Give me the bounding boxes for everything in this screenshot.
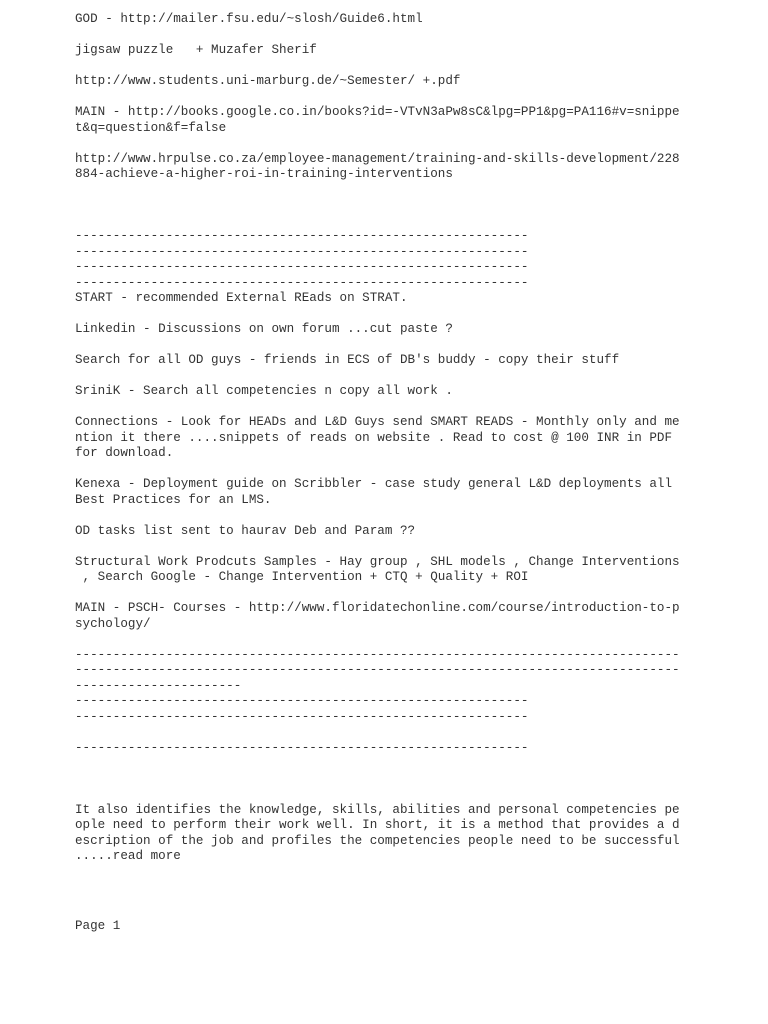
paragraph-gap xyxy=(75,725,695,741)
text-line: GOD - http://mailer.fsu.edu/~slosh/Guide6.html xyxy=(75,12,423,26)
text-line: ------------------------------------------------------------ xyxy=(75,740,529,755)
text-line: Kenexa - Deployment guide on Scribbler - case study general L&D deployments all xyxy=(75,477,673,491)
paragraph-gap xyxy=(75,90,695,106)
text-line: ntion it there ....snippets of reads on website . Read to cost @ 100 INR in PDF xyxy=(75,430,673,445)
text-line: ------------------------------------------------------------ xyxy=(75,260,529,274)
paragraph-gap xyxy=(75,307,695,323)
paragraph-gap xyxy=(75,183,695,199)
text-line: Connections - Look for HEADs and L&D Guys send SMART READS - Monthly only and me xyxy=(75,415,680,429)
text-line xyxy=(75,772,695,788)
text-line: -------------------------------------------------------------------------------- xyxy=(75,663,680,677)
text-paragraph xyxy=(75,555,695,586)
text-paragraph xyxy=(75,524,695,540)
text-line: ------------------------------------------------------------ xyxy=(75,709,529,724)
text-line xyxy=(75,198,695,214)
paragraph-gap xyxy=(75,338,695,354)
text-paragraph xyxy=(75,152,695,183)
paragraph-gap xyxy=(75,214,695,230)
page-number: Page 1 xyxy=(75,919,121,933)
text-paragraph xyxy=(75,772,695,788)
text-line: ople need to perform their work well. In short, it is a method that provides a d xyxy=(75,818,680,832)
text-paragraph xyxy=(75,384,695,400)
text-line: OD tasks list sent to haurav Deb and Param ?? xyxy=(75,523,416,538)
text-paragraph xyxy=(75,415,695,462)
text-line: , Search Google - Change Intervention + CTQ + Quality + ROI xyxy=(75,570,529,584)
paragraph-gap xyxy=(75,136,695,152)
paragraph-gap xyxy=(75,787,695,803)
text-paragraph xyxy=(75,229,695,307)
text-line: escription of the job and profiles the competencies people need to be successful xyxy=(75,833,680,848)
text-line: http://www.students.uni-marburg.de/~Semester/ +.pdf xyxy=(75,74,461,88)
paragraph-gap xyxy=(75,59,695,75)
text-line: Linkedin - Discussions on own forum ...cut paste ? xyxy=(75,322,453,336)
text-line: MAIN - http://books.google.co.in/books?id=-VTvN3aPw8sC&lpg=PP1&pg=PA116#v=snippe xyxy=(75,105,680,119)
text-line: Structural Work Prodcuts Samples - Hay group , SHL models , Change Interventions xyxy=(75,554,680,569)
paragraph-gap xyxy=(75,539,695,555)
paragraph-gap xyxy=(75,28,695,44)
text-paragraph xyxy=(75,353,695,369)
text-paragraph xyxy=(75,741,695,757)
text-line: Best Practices for an LMS. xyxy=(75,492,272,507)
text-paragraph xyxy=(75,105,695,136)
text-line: Search for all OD guys - friends in ECS of DB's buddy - copy their stuff xyxy=(75,353,620,367)
paragraph-gap xyxy=(75,756,695,772)
text-paragraph xyxy=(75,648,695,726)
paragraph-gap xyxy=(75,508,695,524)
text-line: for download. xyxy=(75,446,174,460)
text-line: SriniK - Search all competencies n copy all work . xyxy=(75,384,453,398)
paragraph-gap xyxy=(75,632,695,648)
text-paragraph xyxy=(75,198,695,214)
text-line: sychology/ xyxy=(75,616,151,631)
text-line: MAIN - PSCH- Courses - http://www.floridatechonline.com/course/introduction-to-p xyxy=(75,601,680,615)
text-line: jigsaw puzzle + Muzafer Sherif xyxy=(75,43,317,57)
text-line: ------------------------------------------------------------ xyxy=(75,244,529,259)
text-line: ------------------------------------------------------------ xyxy=(75,694,529,708)
paragraph-gap xyxy=(75,369,695,385)
text-paragraph xyxy=(75,322,695,338)
text-line: .....read more xyxy=(75,849,181,863)
text-line: It also identifies the knowledge, skills, abilities and personal competencies pe xyxy=(75,802,680,817)
text-paragraph xyxy=(75,12,695,28)
text-line: ------------------------------------------------------------ xyxy=(75,229,529,243)
document-body xyxy=(75,12,695,865)
paragraph-gap xyxy=(75,462,695,478)
text-paragraph xyxy=(75,74,695,90)
paragraph-gap xyxy=(75,400,695,416)
text-line: START - recommended External REads on STRAT. xyxy=(75,291,408,305)
paragraph-gap xyxy=(75,586,695,602)
text-paragraph xyxy=(75,43,695,59)
text-line: http://www.hrpulse.co.za/employee-management/training-and-skills-development/228 xyxy=(75,151,680,166)
text-paragraph xyxy=(75,803,695,865)
text-line: -------------------------------------------------------------------------------- xyxy=(75,647,680,662)
text-line: t&q=question&f=false xyxy=(75,120,227,135)
text-paragraph xyxy=(75,477,695,508)
text-line: ------------------------------------------------------------ xyxy=(75,275,529,290)
text-line: 884-achieve-a-higher-roi-in-training-interventions xyxy=(75,167,453,181)
text-line: ---------------------- xyxy=(75,678,242,693)
text-paragraph xyxy=(75,601,695,632)
